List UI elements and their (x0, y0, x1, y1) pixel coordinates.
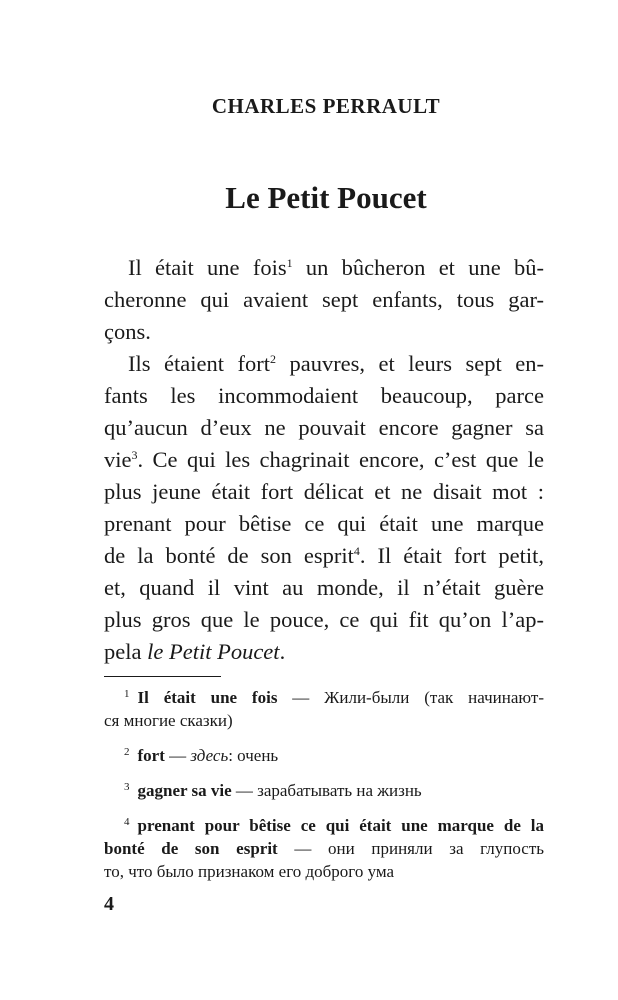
text-line: cheronne qui avaient sept enfants, tous gar- (104, 287, 544, 312)
author-heading: CHARLES PERRAULT (211, 94, 441, 118)
footnote-ref: 1 (286, 256, 293, 270)
page-number: 4 (104, 893, 114, 915)
paragraph-2 (104, 348, 544, 668)
text-line: Il était une fois$^1$ un bûcheron et une bû- (128, 255, 544, 280)
text-line: çons. (104, 319, 151, 344)
footnote-ref: 3 (131, 448, 138, 462)
footnote-3: $^3$ gagner sa vie — зарабатывать на жизнь (124, 781, 422, 800)
footnote-number: 3 (124, 781, 130, 793)
story-title: Le Petit Poucet (225, 180, 427, 215)
footnote-number: 4 (124, 816, 130, 828)
text-line: qu’aucun d’eux ne pouvait encore gagner sa (104, 415, 544, 440)
footnote-1: $^1$ Il était une fois — Жили-были (так начинают- ся многие сказки) (104, 688, 544, 730)
text-line: plus jeune était fort délicat et ne disait mot : (104, 479, 544, 504)
footnote-number: 1 (124, 688, 130, 700)
text-line: pela le Petit Poucet. (104, 639, 286, 664)
text-line: fants les incommodaient beaucoup, parce (104, 383, 544, 408)
text-line: Ils étaient fort$^2$ pauvres, et leurs sept en- (128, 351, 544, 376)
footnote-2: $^2$ fort — здесь: очень (124, 746, 279, 765)
text-line: prenant pour bêtise ce qui était une marque (104, 511, 544, 536)
footnote-ref: 4 (353, 544, 360, 558)
footnote-4: $^4$ prenant pour bêtise ce qui était une marque de la bonté de son esprit — они приняли за глупость то, что было признаком его доброго ума (104, 816, 545, 881)
footnote-divider (104, 676, 221, 677)
text-line: vie$^3$. Ce qui les chagrinait encore, c’est que le (104, 447, 544, 472)
footnote-number: 2 (124, 746, 130, 758)
footnote-ref: 2 (269, 352, 276, 366)
text-line: de la bonté de son esprit$^4$. Il était fort petit, (104, 543, 544, 568)
footnotes (104, 686, 544, 895)
story-body (104, 252, 544, 668)
paragraph-1 (104, 252, 544, 348)
text-line: et, quand il vint au monde, il n’était guère (104, 575, 544, 600)
text-line: plus gros que le pouce, ce qui fit qu’on l’ap- (104, 607, 544, 632)
